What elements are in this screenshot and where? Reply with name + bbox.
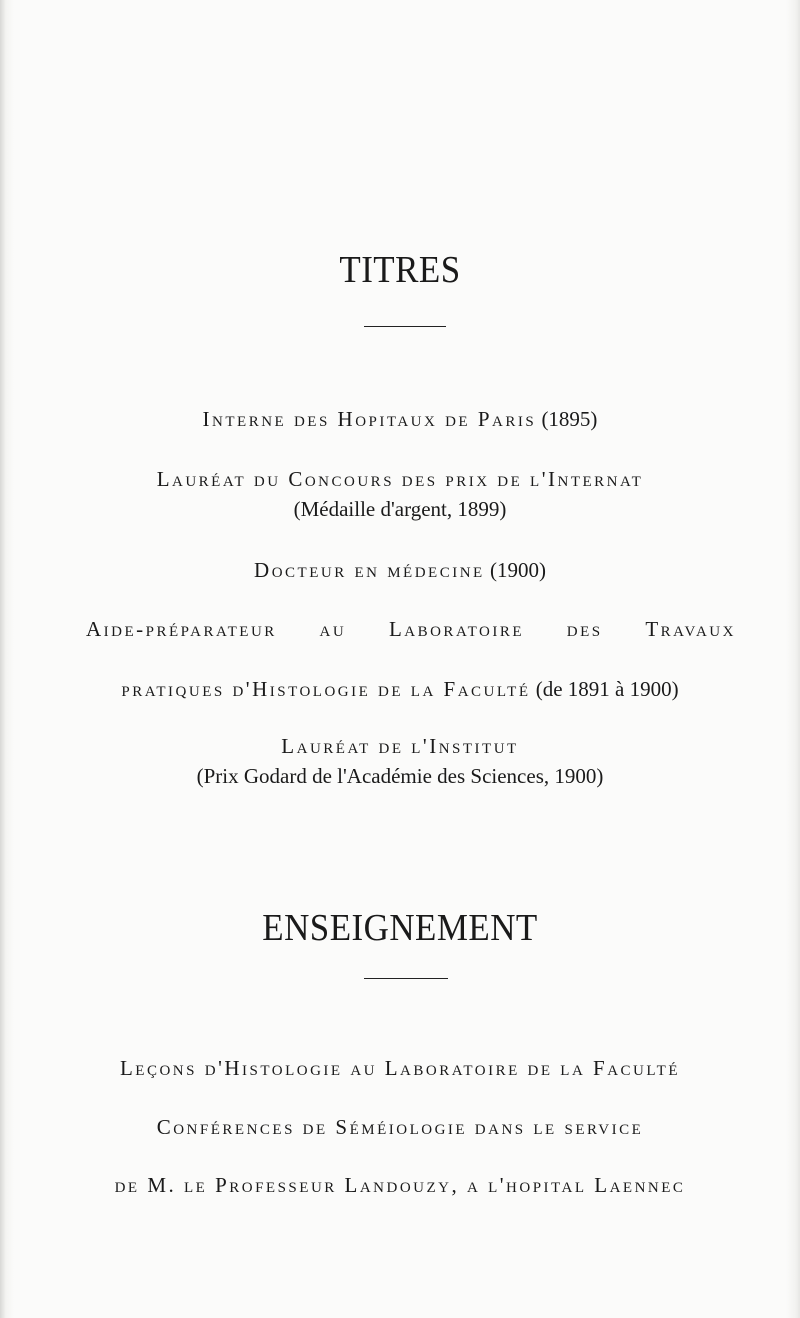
enseignement-conferences <box>0 1115 800 1140</box>
titre-aide-preparateur <box>86 617 736 642</box>
enseignement-landouzy <box>0 1173 800 1198</box>
word-aide-preparateur: Aide-préparateur <box>86 617 277 641</box>
word-au: au <box>319 617 347 641</box>
titre-laureat-institut-text: Lauréat de l'Institut <box>281 734 519 758</box>
titre-laureat-institut-detail: (Prix Godard de l'Académie des Sciences, 1900) <box>196 764 604 788</box>
titre-histologie-years: (de 1891 à 1900) <box>535 677 679 701</box>
enseignement-lecons-text: Leçons d'Histologie au Laboratoire de la Faculté <box>119 1056 680 1080</box>
titre-histologie <box>0 677 800 702</box>
titre-laureat-internat-text: Lauréat du Concours des prix de l'Internat <box>156 467 644 491</box>
titre-laureat-institut <box>0 734 800 759</box>
titre-docteur <box>0 558 800 583</box>
titre-docteur-text: Docteur en médecine <box>254 558 485 582</box>
word-travaux: Travaux <box>645 617 736 641</box>
titre-interne-text: Interne des Hopitaux de Paris <box>202 407 537 431</box>
enseignement-lecons <box>0 1056 800 1081</box>
enseignement-rule <box>364 978 448 979</box>
enseignement-conferences-text: Conférences de Séméiologie dans le service <box>156 1115 644 1139</box>
titres-rule <box>364 326 446 327</box>
titre-interne-year: (1895) <box>541 407 598 431</box>
titre-laureat-internat <box>0 467 800 492</box>
titre-interne <box>0 407 800 432</box>
titre-histologie-text: pratiques d'Histologie de la Faculté <box>121 677 531 701</box>
enseignement-landouzy-text: de M. le Professeur Landouzy, a l'hopital Laennec <box>114 1173 686 1197</box>
enseignement-heading: ENSEIGNEMENT <box>262 907 538 949</box>
word-laboratoire: Laboratoire <box>388 617 524 641</box>
word-des: des <box>566 617 603 641</box>
titre-docteur-year: (1900) <box>489 558 546 582</box>
titre-laureat-internat-detail: (Médaille d'argent, 1899) <box>293 497 507 521</box>
titres-heading: TITRES <box>339 249 461 291</box>
